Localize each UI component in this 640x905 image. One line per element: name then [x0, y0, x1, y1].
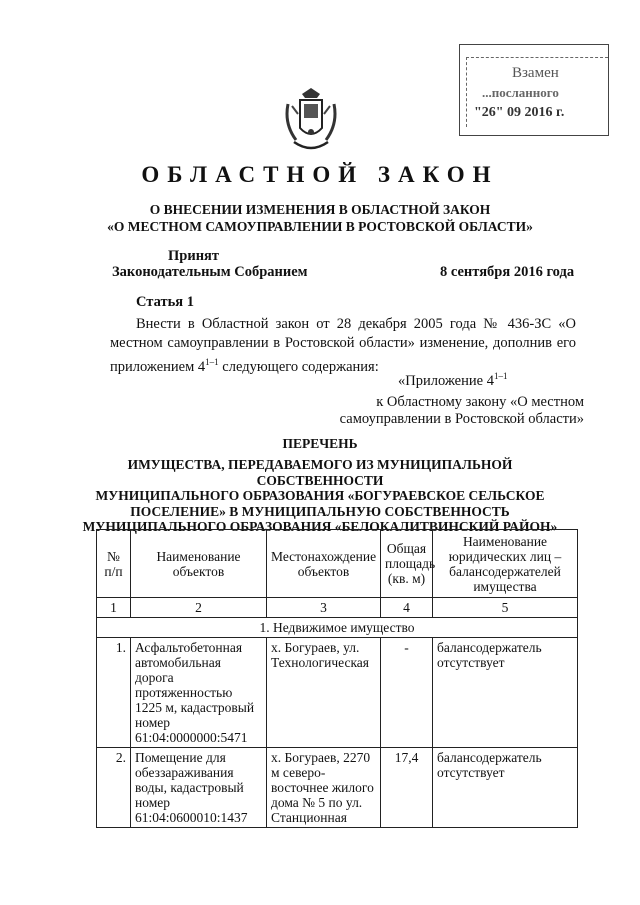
list-subtitle-line-4: МУНИЦИПАЛЬНОГО ОБРАЗОВАНИЯ «БЕЛОКАЛИТВИНСКИЙ РАЙОН» — [82, 519, 558, 534]
law-subtitle — [60, 201, 580, 235]
stamp-line-1: Взамен — [512, 65, 559, 81]
list-subtitle-line-1: ИМУЩЕСТВА, ПЕРЕДАВАЕМОГО ИЗ МУНИЦИПАЛЬНОЙ СОБСТВЕННОСТИ — [127, 457, 513, 488]
col-number: 5 — [433, 598, 578, 618]
table-row — [97, 638, 578, 748]
appendix-note-line-1: к Областному закону «О местном — [376, 394, 584, 410]
header-holder: Наименование юридических лиц – балансодержателей имущества — [433, 530, 578, 598]
law-subtitle-line-2: «О МЕСТНОМ САМОУПРАВЛЕНИИ В РОСТОВСКОЙ ОБЛАСТИ» — [107, 219, 533, 234]
appendix-label-sup: 1–1 — [493, 371, 508, 381]
article-title: Статья 1 — [136, 294, 194, 310]
table-header-row — [97, 530, 578, 598]
table-row — [97, 748, 578, 828]
row-location: х. Богураев, ул. Технологическая — [267, 638, 381, 748]
appendix-label — [398, 371, 507, 390]
accepted-date: 8 сентября 2016 года — [440, 264, 575, 280]
coat-of-arms-icon — [280, 84, 342, 156]
property-table — [96, 529, 578, 828]
section-title: 1. Недвижимое имущество — [97, 618, 578, 638]
article-text-sup: 1–1 — [205, 357, 219, 367]
row-location: х. Богураев, 2270 м северо-восточнее жилого дома № 5 по ул. Станционная — [267, 748, 381, 828]
row-area: - — [381, 638, 433, 748]
col-number: 2 — [131, 598, 267, 618]
col-number: 4 — [381, 598, 433, 618]
section-row — [97, 618, 578, 638]
article-text-main: Внести в Областной закон от 28 декабря 2005 года № 436-ЗС «О местном самоуправлении в Ростовской области» изменение, дополнив его приложением 4 — [110, 316, 576, 375]
row-holder: балансодержатель отсутствует — [433, 748, 578, 828]
accepted-label: Принят — [168, 248, 220, 264]
list-title: ПЕРЕЧЕНЬ — [282, 436, 358, 451]
header-name: Наименование объектов — [131, 530, 267, 598]
list-subtitle-line-2: МУНИЦИПАЛЬНОГО ОБРАЗОВАНИЯ «БОГУРАЕВСКОЕ СЕЛЬСКОЕ — [95, 488, 545, 503]
law-subtitle-line-1: О ВНЕСЕНИИ ИЗМЕНЕНИЯ В ОБЛАСТНОЙ ЗАКОН — [149, 202, 491, 217]
law-title: ОБЛАСТНОЙ ЗАКОН — [141, 162, 499, 187]
column-number-row — [97, 598, 578, 618]
row-holder: балансодержатель отсутствует — [433, 638, 578, 748]
accepted-by: Законодательным Собранием — [112, 264, 308, 280]
col-number: 1 — [97, 598, 131, 618]
header-num: № п/п — [97, 530, 131, 598]
stamp-line-2: ...посланного — [482, 85, 559, 100]
row-num: 1. — [97, 638, 131, 748]
col-number: 3 — [267, 598, 381, 618]
appendix-note — [320, 394, 584, 428]
replacement-stamp — [459, 44, 609, 136]
appendix-note-line-2: самоуправлении в Ростовской области» — [339, 411, 584, 427]
stamp-line-3: "26" 09 2016 г. — [474, 105, 565, 120]
header-location: Местонахождение объектов — [267, 530, 381, 598]
list-subtitle — [80, 457, 560, 535]
row-name: Помещение для обеззараживания воды, кадастровый номер 61:04:0600010:1437 — [131, 748, 267, 828]
article-text — [110, 315, 576, 377]
appendix-label-text: «Приложение 4 — [398, 372, 494, 389]
header-area: Общая площадь (кв. м) — [381, 530, 433, 598]
row-num: 2. — [97, 748, 131, 828]
list-subtitle-line-3: ПОСЕЛЕНИЕ» В МУНИЦИПАЛЬНУЮ СОБСТВЕННОСТЬ — [130, 503, 510, 519]
article-text-end: следующего содержания: — [218, 358, 379, 375]
row-name: Асфальтобетонная автомобильная дорога протяженностью 1225 м, кадастровый номер 61:04:0000000:5471 — [131, 638, 267, 748]
row-area: 17,4 — [381, 748, 433, 828]
